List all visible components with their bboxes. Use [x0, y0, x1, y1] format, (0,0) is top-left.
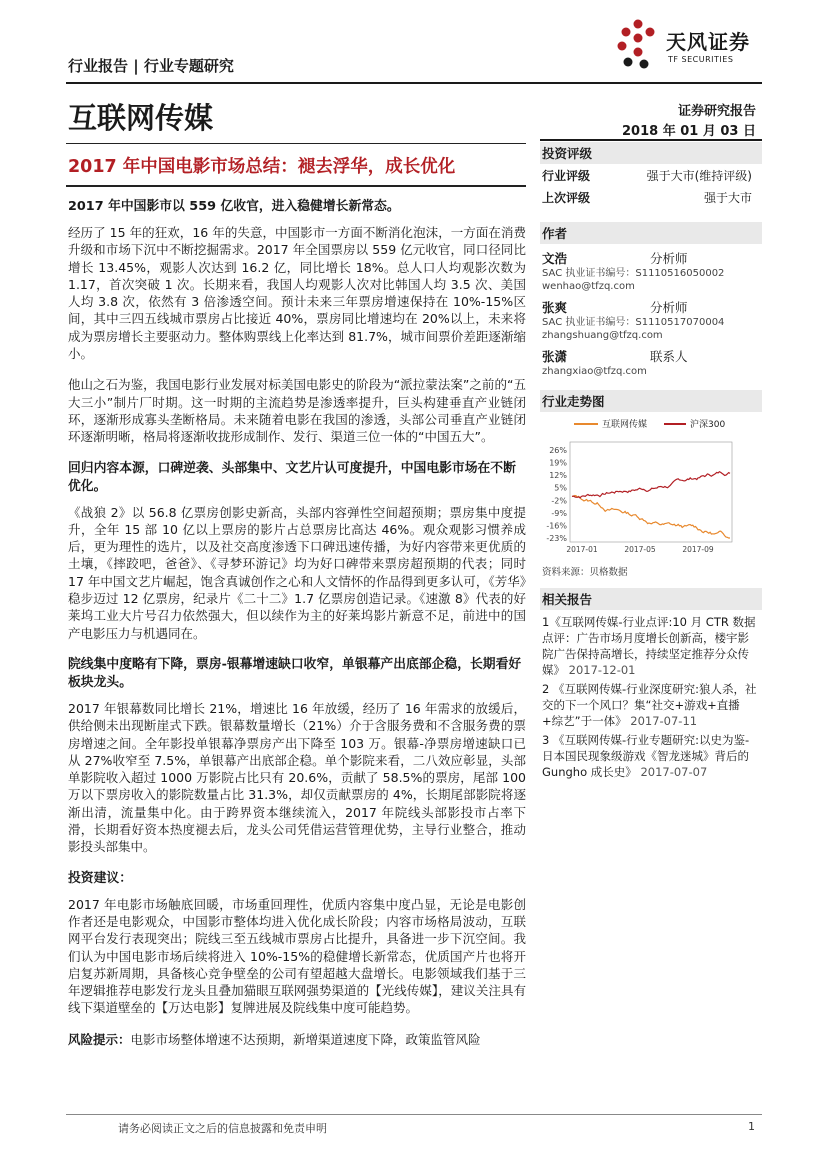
title-bottom-divider: [66, 185, 526, 187]
risk-text: 电影市场整体增速不达预期，新增渠道速度下降，政策监管风险: [130, 1031, 481, 1047]
prev-rating-label: 上次评级: [542, 191, 591, 205]
paragraph: 《战狼 2》以 56.8 亿票房创影史新高，头部内容弹性空间超预期；票房集中度提升，全年 15 部 10 亿以上票房的影片占总票房比高达 46%。观众观影习惯养成后，更为理性的选片，以及社交高度渗透下口碑迅速传播，为好内容带来更优质的土壤，《摔跤吧，爸爸》、《寻梦环游记》均为好口碑带来票房超预期的代表；同时 17 年中国文艺片崛起，饱含真诚创作之心和人文情怀的作品得到更多认可，《芳华》稳步迈过 12 亿票房，纪录片《二十二》1.7 亿票房创造记录。《速激 8》代表的好莱坞工业大片号召力依然强大，但以续作为主的好莱坞影片新意不足，前进中的国产电影压力与机遇同在。: [68, 504, 526, 641]
y-tick-label: -16%: [546, 521, 567, 531]
report-type: 证券研究报告: [677, 104, 756, 119]
related-report-text: 2 《互联网传媒-行业深度研究:狼人杀，社交的下一个风口？集“社交+游戏+直播+综艺”于一体》: [542, 682, 757, 728]
series-line-internet-media: [572, 496, 730, 539]
risk-label: 风险提示：: [68, 1031, 131, 1047]
x-tick-label: 2017-09: [682, 545, 714, 554]
report-date: 2018 年 01 月 03 日: [622, 124, 756, 139]
author-card: [540, 298, 762, 342]
report-title: 2017 年中国电影市场总结：褪去浮华，成长优化: [68, 157, 456, 177]
y-tick-label: 19%: [549, 458, 567, 468]
related-report-item[interactable]: [542, 732, 760, 780]
paragraph: 经历了 15 年的狂欢，16 年的失意，中国影市一方面不断消化泡沫，一方面在消费升级和市场下沉中不断挖掘需求。2017 年全国票房以 559 亿元收官，同口径同比增长 13.45%，观影人次达到 16.2 亿，同比增长 18%。总人口人均观影次数为 1.17，首次突破 1 次。长期来看，我国人均观影人次对比韩国人均 3.5 次、美国人均 3.8 次，依然有 3 倍渗透空间。预计未来三年票房增速保持在 10%-15%区间，其中三四五线城市票房占比接近 40%，票房同比增速均在 20%以上，未来将成为票房增长主要驱动力。整体购票线上化率达到 81.7%，城市间票价差距逐渐缩小。: [68, 225, 526, 362]
author-card: [540, 347, 762, 378]
related-report-date: 2017-12-01: [568, 663, 636, 677]
related-report-text: 1《互联网传媒-行业点评:10 月 CTR 数据点评：广告市场月度增长创新高，楼宇影院广告保持高增长，持续坚定推荐分众传媒》: [542, 615, 756, 677]
author-role: 分析师: [650, 300, 688, 315]
author-role: 分析师: [650, 251, 688, 266]
series-line-hs300: [572, 472, 730, 498]
related-report-item[interactable]: [542, 681, 760, 729]
paragraph: 2017 年银幕数同比增长 21%，增速比 16 年放缓，经历了 16 年需求的放缓后，供给侧未出现断崖式下跌。银幕数量增长（21%）介于含服务费和不含服务费的票房增速之间。全年影投单银幕净票房产出下降至 103 万。银幕-净票房增速缺口已从 27%收窄至 7.5%，单银幕产出底部企稳。单个影院来看，二八效应彰显，头部单影院收入超过 1000 万影院占比只有 20.6%，贡献了 58.5%的票房，尾部 100 万以下票房收入的影院数量占比 31.3%，却仅贡献票房的 4%，长期尾部影院将逐渐出清，流量集中化。由于跨界资本继续流入，2017 年院线头部影投市占率下滑，长期看好资本热度褪去后，龙头公司凭借运营管理优势，主导行业整合，推动影投头部集中。: [68, 700, 526, 855]
author-name: 张爽: [542, 300, 568, 315]
trend-chart: [540, 412, 762, 562]
report-category: 行业报告 | 行业专题研究: [68, 57, 234, 75]
author-email[interactable]: zhangxiao@tfzq.com: [542, 366, 647, 377]
related-report-text: 3 《互联网传媒-行业专题研究:以史为鉴-日本国民现象级游戏《智龙迷城》背后的 Gungho 成长史》: [542, 733, 750, 779]
chart-source: 资料来源：贝格数据: [542, 567, 628, 578]
section-heading: 2017 年中国影市以 559 亿收官，进入稳健增长新常态。: [68, 199, 400, 214]
company-logo: [612, 18, 764, 73]
y-tick-label: 26%: [549, 446, 567, 455]
trend-chart-svg: [540, 412, 762, 562]
legend-label: 沪深300: [690, 420, 726, 430]
footer-disclaimer: 请务必阅读正文之后的信息披露和免责申明: [118, 1122, 327, 1135]
author-email[interactable]: wenhao@tfzq.com: [542, 281, 635, 292]
author-role: 联系人: [650, 349, 688, 364]
title-top-divider: [66, 143, 526, 144]
logo-icon: [612, 18, 664, 73]
industry-name: 互联网传媒: [68, 101, 214, 135]
logo-subtext: TF SECURITIES: [668, 55, 734, 64]
x-tick-label: 2017-05: [624, 545, 656, 554]
authors-section-title: 作者: [540, 222, 762, 244]
main-content: [68, 198, 526, 1062]
header-divider: [66, 82, 762, 84]
rating-value: 强于大市(维持评级): [646, 169, 752, 183]
author-name: 张潇: [542, 349, 568, 364]
trend-section-title: 行业走势图: [540, 390, 762, 412]
legend-label: 互联网传媒: [602, 420, 648, 430]
section-heading: 投资建议：: [68, 870, 132, 886]
logo-text: 天风证券: [666, 30, 750, 54]
author-card: [540, 249, 762, 293]
y-tick-label: 12%: [549, 471, 567, 481]
author-email[interactable]: zhangshuang@tfzq.com: [542, 330, 663, 341]
rating-section-title: 投资评级: [540, 142, 762, 164]
x-tick-label: 2017-01: [566, 545, 598, 554]
previous-rating: [540, 186, 762, 208]
y-tick-label: -23%: [546, 534, 567, 543]
author-name: 文浩: [542, 251, 568, 266]
related-reports: [540, 614, 762, 780]
page-number: 1: [748, 1120, 755, 1133]
footer-divider: [66, 1114, 762, 1115]
author-sac: SAC 执业证书编号：S1110517070004: [542, 317, 725, 328]
related-report-item[interactable]: [542, 614, 760, 678]
author-sac: SAC 执业证书编号：S1110516050002: [542, 268, 725, 279]
industry-rating: [540, 164, 762, 186]
related-report-date: 2017-07-11: [630, 714, 698, 728]
sidebar-top-divider: [540, 139, 762, 141]
paragraph: 2017 年电影市场触底回暖，市场重回理性，优质内容集中度凸显，无论是电影创作者还是电影观众，中国影市整体均进入优化成长阶段；内容市场格局波动，互联网平台发行表现突出；院线三至五线城市票房占比提升，具备进一步下沉空间。我们认为中国电影市场后续将进入 10%-15%的稳健增长新常态，优质国产片也将开启复苏新周期，具备核心竞争壁垒的公司有望超越大盘增长。电影领域我们基于三年逻辑推荐电影发行龙头且叠加猫眼互联网强势渠道的【光线传媒】，建议关注具有线下渠道壁垒的【万达电影】复牌进展及院线集中度可能趋势。: [68, 896, 526, 1016]
risk-warning: [68, 1031, 526, 1048]
y-tick-label: -2%: [551, 496, 567, 506]
related-section-title: 相关报告: [540, 588, 762, 610]
y-tick-label: -9%: [551, 508, 567, 518]
related-report-date: 2017-07-07: [640, 765, 708, 779]
section-heading: 回归内容本源，口碑逆袭、头部集中、文艺片认可度提升，中国电影市场在不断优化。: [68, 460, 516, 494]
rating-label: 行业评级: [542, 169, 591, 183]
section-heading: 院线集中度略有下降，票房-银幕增速缺口收窄，单银幕产出底部企稳，长期看好板块龙头。: [68, 656, 522, 690]
paragraph: 他山之石为鉴，我国电影行业发展对标美国电影史的阶段为“派拉蒙法案”之前的“五大三小”制片厂时期。这一时期的主流趋势是渗透率提升，巨头构建垂直产业链闭环，逐渐形成寡头垄断格局。未来随着电影在我国的渗透，头部公司垂直产业链闭环逐渐明晰，格局将逐渐收拢形成制作、发行、渠道三位一体的“中国五大”。: [68, 377, 526, 445]
prev-rating-value: 强于大市: [703, 191, 752, 205]
sidebar: [540, 142, 762, 783]
y-tick-label: 5%: [554, 483, 567, 493]
chart-plot-frame: [570, 442, 732, 542]
